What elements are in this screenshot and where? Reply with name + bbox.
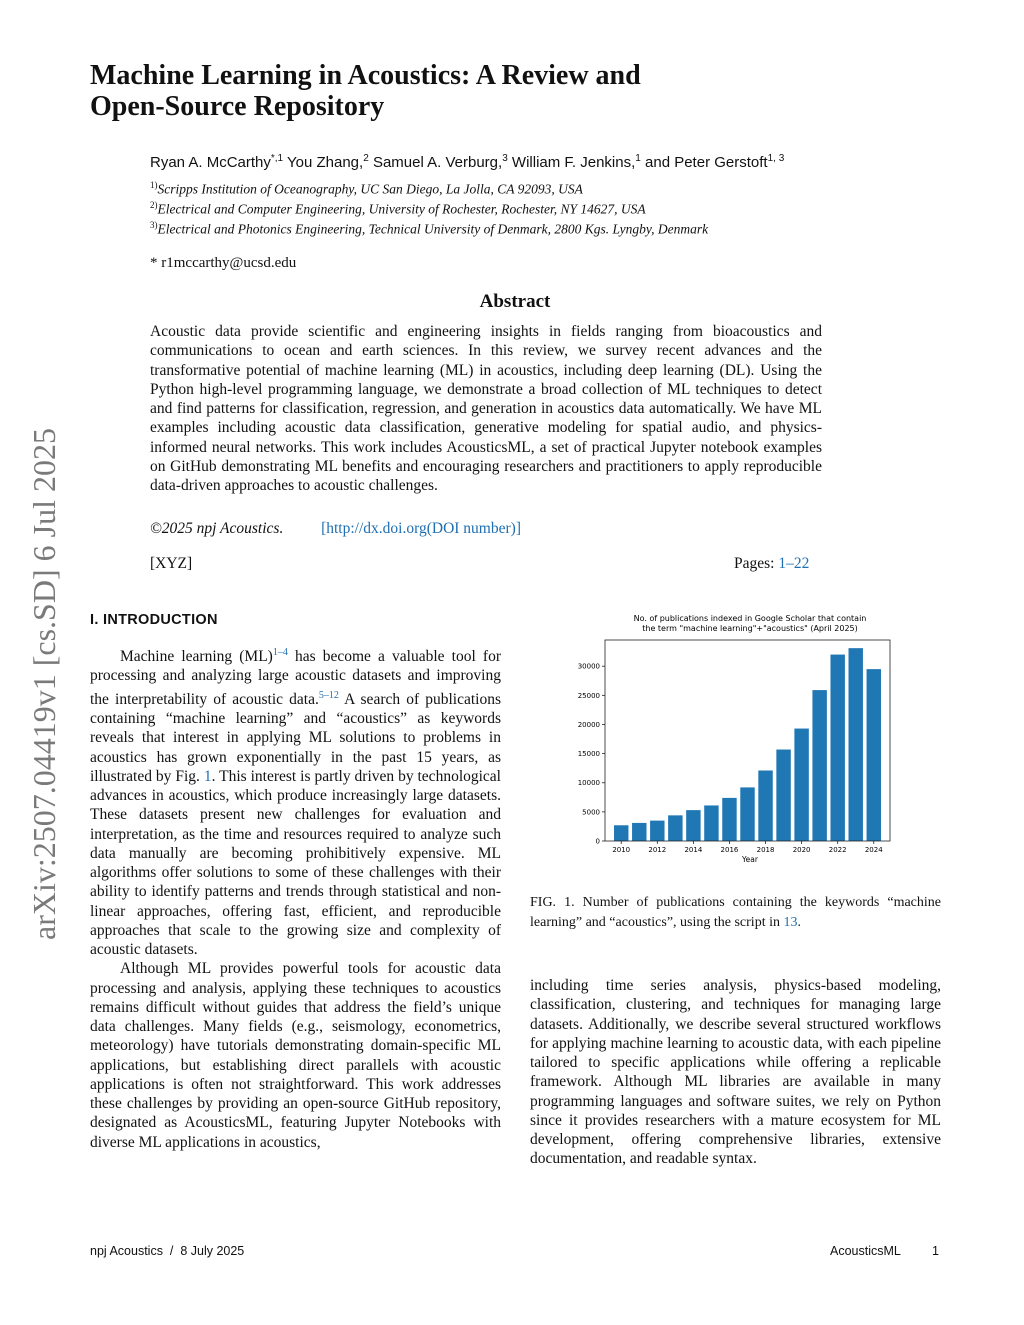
author-sup: *,1 [270, 153, 284, 164]
figure-caption [530, 893, 941, 933]
copyright-line [150, 520, 521, 538]
caption-text: Number of publications containing the keywords “machine learning” and “acoustics”, using the script in [530, 895, 941, 930]
corresponding-email[interactable]: * r1mccarthy@ucsd.edu [150, 255, 297, 271]
title-line-2: Open-Source Repository [90, 91, 385, 122]
x-tick-label: 2016 [720, 846, 739, 854]
caption-end: . [797, 915, 801, 930]
affiliation-text: Scripps Institution of Oceanography, UC San Diego, La Jolla, CA 92093, USA [157, 181, 583, 197]
abstract-text: Acoustic data provide scientific and engineering insights in fields ranging from bioacoustics and communications to ocean and earth sciences. In this review, we survey recent advances and the transformative potential of machine learning (ML) in acoustics, including deep learning (DL). Using the Python high-level programming language, we demonstrate a broad collection of ML techniques to detect and find patterns for classification, regression, and generation in acoustics data automatically. We have ML examples including acoustic data classification, generative modeling for spatial audio, and physics-informed neural networks. This work includes AcousticsML, a set of practical Jupyter notebook examples on GitHub demonstrating ML benefits and encouraging researchers and practitioners to apply reproducible data-driven approaches to acoustic challenges. [150, 323, 822, 495]
author-name: William F. Jenkins, [511, 154, 636, 171]
intro-paragraph-2: Although ML provides powerful tools for acoustic data processing and analysis, applying these techniques to acoustics remains difficult without guides that address the field’s unique data challenges. Many fields (e.g., seismology, econometrics, meteorology) have tutorials demonstrating domain-specific ML applications, but establishing direct parallels with acoustic applications is often not straightforward. This work addresses these challenges by providing an open-source GitHub repository, designated as AcousticsML, featuring Jupyter Notebooks with diverse ML applications in acoustics, [90, 960, 501, 1151]
copyright-text: ©2025 npj Acoustics. [150, 520, 284, 537]
caption-label: FIG. 1. [530, 895, 575, 910]
affiliation-number: 2) [150, 200, 158, 210]
doi-link[interactable]: [http://dx.doi.org(DOI number)] [321, 520, 521, 537]
bar-2024 [867, 669, 881, 841]
bar-2012 [650, 821, 664, 841]
affiliation-number: 3) [150, 220, 158, 230]
footer-repo-name: AcousticsML [830, 1244, 901, 1258]
y-tick-label: 25000 [577, 691, 600, 700]
arxiv-identifier: arXiv:2507.04419v1 [cs.SD] 6 Jul 2025 [26, 428, 62, 940]
intro-left-column [90, 643, 501, 1152]
xyz-placeholder: [XYZ] [150, 555, 193, 572]
author-name: and Peter Gerstoft [645, 154, 768, 171]
citation-link[interactable]: 1–4 [272, 647, 288, 658]
x-tick-label: 2024 [864, 846, 883, 854]
bar-2020 [794, 729, 808, 841]
bar-2022 [830, 655, 844, 841]
page-range [734, 555, 809, 573]
x-tick-label: 2022 [828, 846, 847, 854]
y-tick-label: 15000 [577, 750, 600, 759]
chart-title-line-1: No. of publications indexed in Google Scholar that contain [633, 614, 867, 623]
title-line-1: Machine Learning in Acoustics: A Review and [90, 60, 641, 91]
author-sup: 1 [635, 153, 641, 164]
chart-title-line-2: the term "machine learning"+"acoustics" (April 2025) [642, 624, 858, 633]
footer-journal-date: npj Acoustics / 8 July 2025 [90, 1244, 245, 1258]
x-tick-label: 2014 [684, 846, 703, 854]
publication-count-chart [550, 610, 910, 870]
text-run: A search of publications containing “machine learning” and “acoustics” as keywords reveals that interest in applying ML solutions to problems in acoustics has grown exponentially in the past 15 years, as illustrated by Fig. [90, 690, 501, 785]
affiliation-text: Electrical and Photonics Engineering, Technical University of Denmark, 2800 Kgs. Lyngby, Denmark [157, 221, 709, 237]
bar-2010 [614, 825, 628, 841]
bar-2016 [722, 798, 736, 841]
text-run: . This interest is partly driven by technological advances in acoustics, which produce increasingly large datasets. These datasets present new challenges for evaluation and interpretation, as the time and resources required to analyze such data manually are becoming prohibitively expensive. ML algorithms offer solutions to some of these challenges with their ability to identify patterns and trends through statistical and non-linear approaches, offering fast, efficient, and reproducible approaches that scale to the growing size and complexity of acoustic datasets. [90, 767, 501, 959]
author-list [150, 153, 870, 171]
bar-2021 [812, 690, 826, 841]
bar-2019 [776, 750, 790, 841]
affiliation-number: 1) [150, 180, 158, 190]
x-tick-label: 2010 [612, 846, 631, 854]
bar-2011 [632, 823, 646, 841]
bar-2018 [758, 771, 772, 841]
author-name: Samuel A. Verburg, [372, 154, 503, 171]
text-run: Machine learning (ML) [120, 648, 273, 666]
pages-link[interactable]: 1–22 [778, 555, 810, 572]
bar-2023 [849, 648, 863, 841]
y-tick-label: 20000 [577, 720, 600, 729]
bar-2013 [668, 815, 682, 841]
y-tick-label: 0 [595, 837, 600, 846]
plot-area [578, 640, 890, 854]
bar-2017 [740, 787, 754, 841]
author-sup: 3 [502, 153, 508, 164]
y-tick-label: 30000 [577, 662, 600, 671]
x-tick-label: 2012 [648, 846, 667, 854]
page-number: 1 [932, 1244, 939, 1258]
pages-label: Pages: [734, 555, 775, 572]
y-tick-label: 5000 [582, 808, 600, 817]
figure-ref-link[interactable]: 1 [203, 767, 212, 785]
section-heading: I. INTRODUCTION [90, 612, 218, 628]
y-tick-label: 10000 [577, 779, 600, 788]
author-sup: 1, 3 [767, 153, 785, 164]
paper-title [90, 60, 850, 122]
affiliation-3 [150, 215, 822, 240]
bar-2014 [686, 810, 700, 841]
intro-paragraph-3: including time series analysis, physics-based modeling, classification, clustering, and techniques for managing large datasets. Additionally, we describe several structured workflows for applying machine learning to acoustic data, with each pipeline tailored to specific applications while offering a replicable framework. Although ML libraries are available in many programming languages and software suites, we rely on Python since it provides researchers with a mature ecosystem for ML development, offering comprehensive libraries, extensive documentation, and readable syntax. [530, 977, 941, 1168]
x-axis-label: Year [742, 855, 758, 864]
citation-link[interactable]: 5–12 [318, 689, 339, 701]
affiliation-text: Electrical and Computer Engineering, University of Rochester, Rochester, NY 14627, USA [157, 201, 646, 217]
caption-ref-link[interactable]: 13 [783, 915, 798, 930]
author-name: You Zhang, [287, 154, 364, 171]
intro-paragraph-1 [90, 643, 501, 959]
abstract-heading: Abstract [479, 291, 551, 312]
author-sup: 2 [363, 153, 369, 164]
intro-right-column [530, 976, 941, 1169]
bar-2015 [704, 805, 718, 841]
x-tick-label: 2020 [792, 846, 811, 854]
text-run: has become a valuable tool for processing and analyzing large acoustic datasets and improving the interpretability of acoustic data. [90, 648, 501, 708]
author-name: Ryan A. McCarthy [150, 154, 271, 171]
x-tick-label: 2018 [756, 846, 775, 854]
